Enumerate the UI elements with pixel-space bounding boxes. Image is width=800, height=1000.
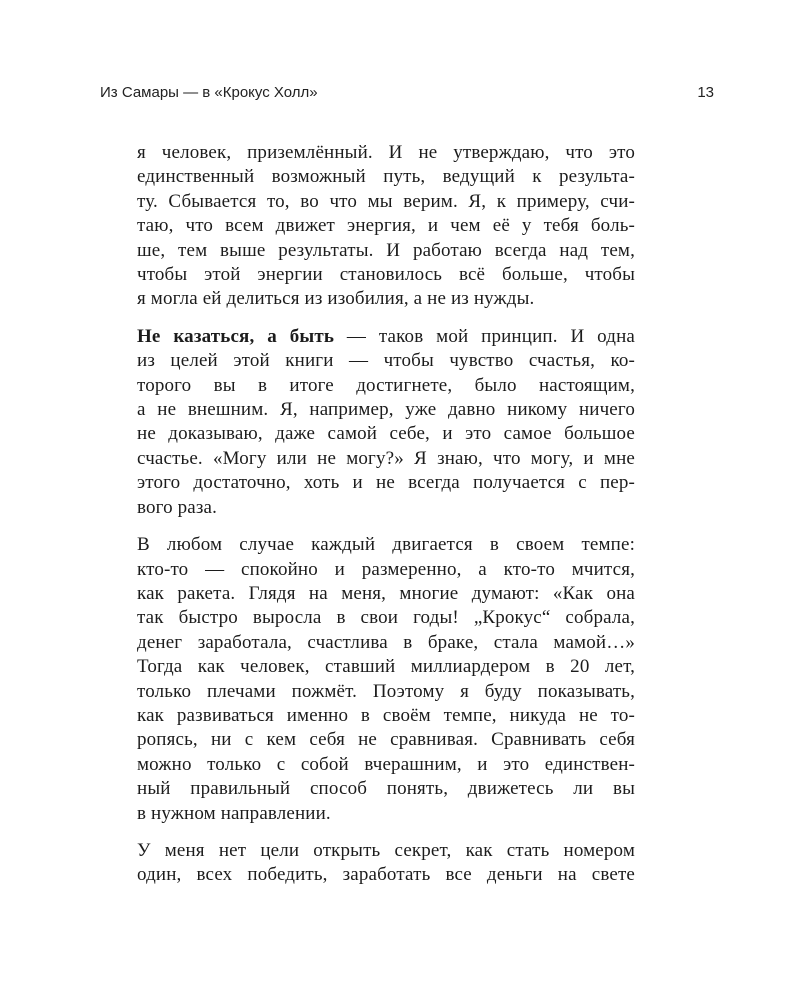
text-line: кто-то — спокойно и размеренно, а кто-то мчится, bbox=[137, 558, 635, 580]
text-line: ропясь, ни с кем себя не сравнивая. Сравнивать себя bbox=[137, 729, 635, 751]
page-number: 13 bbox=[697, 84, 714, 101]
text-line: вого раза. bbox=[137, 496, 218, 518]
text-line: ше, тем выше результаты. И работаю всегда над тем, bbox=[137, 239, 635, 261]
text-line: У меня нет цели открыть секрет, как стать номером bbox=[137, 839, 635, 861]
text-line-rest: — таков мой принцип. И одна bbox=[334, 325, 635, 347]
chapter-title: Из Самары — в «Крокус Холл» bbox=[100, 84, 318, 101]
bold-lead: Не казаться, а быть bbox=[137, 325, 335, 347]
paragraph-1 bbox=[137, 141, 635, 312]
text-line: единственный возможный путь, ведущий к результа- bbox=[137, 166, 635, 188]
text-line: я человек, приземлённый. И не утверждаю, что это bbox=[137, 142, 635, 163]
text-line: как развиваться именно в своём темпе, никуда не то- bbox=[137, 704, 635, 726]
text-line: ный правильный способ понять, движетесь ли вы bbox=[137, 778, 635, 800]
text-line: в нужном направлении. bbox=[137, 802, 331, 824]
body-text bbox=[137, 141, 635, 901]
text-line: торого вы в итоге достигнете, было настоящим, bbox=[137, 374, 635, 396]
text-line-first bbox=[137, 325, 635, 349]
text-line: таю, что всем движет энергия, и чем её у тебя боль- bbox=[137, 215, 635, 237]
text-line: как ракета. Глядя на меня, многие думают: «Как она bbox=[137, 582, 635, 604]
running-header bbox=[100, 84, 714, 108]
text-line: из целей этой книги — чтобы чувство счастья, ко- bbox=[137, 350, 635, 372]
text-line: денег заработала, счастлива в браке, стала мамой…» bbox=[137, 631, 635, 653]
text-line: не доказываю, даже самой себе, и это самое большое bbox=[137, 423, 635, 445]
text-line: я могла ей делиться из изобилия, а не из нужды. bbox=[137, 288, 535, 310]
text-line: В любом случае каждый двигается в своем темпе: bbox=[137, 534, 635, 556]
paragraph-4 bbox=[137, 839, 635, 888]
text-line: а не внешним. Я, например, уже давно никому ничего bbox=[137, 399, 635, 421]
text-line: можно только с собой вчерашним, и это единствен- bbox=[137, 753, 635, 775]
text-line: только плечами пожмёт. Поэтому я буду показывать, bbox=[137, 680, 635, 702]
paragraph-2 bbox=[137, 325, 635, 520]
paragraph-3 bbox=[137, 533, 635, 826]
text-line: Тогда как человек, ставший миллиардером в 20 лет, bbox=[137, 656, 635, 678]
text-line: счастье. «Могу или не могу?» Я знаю, что могу, и мне bbox=[137, 447, 635, 469]
text-line: этого достаточно, хоть и не всегда получается с пер- bbox=[137, 472, 635, 494]
text-line: ту. Сбывается то, во что мы верим. Я, к примеру, счи- bbox=[137, 190, 635, 212]
text-line: чтобы этой энергии становилось всё больше, чтобы bbox=[137, 264, 635, 286]
text-line: один, всех победить, заработать все деньги на свете bbox=[137, 864, 635, 886]
text-line: так быстро выросла в свои годы! „Крокус“ собрала, bbox=[137, 607, 635, 629]
